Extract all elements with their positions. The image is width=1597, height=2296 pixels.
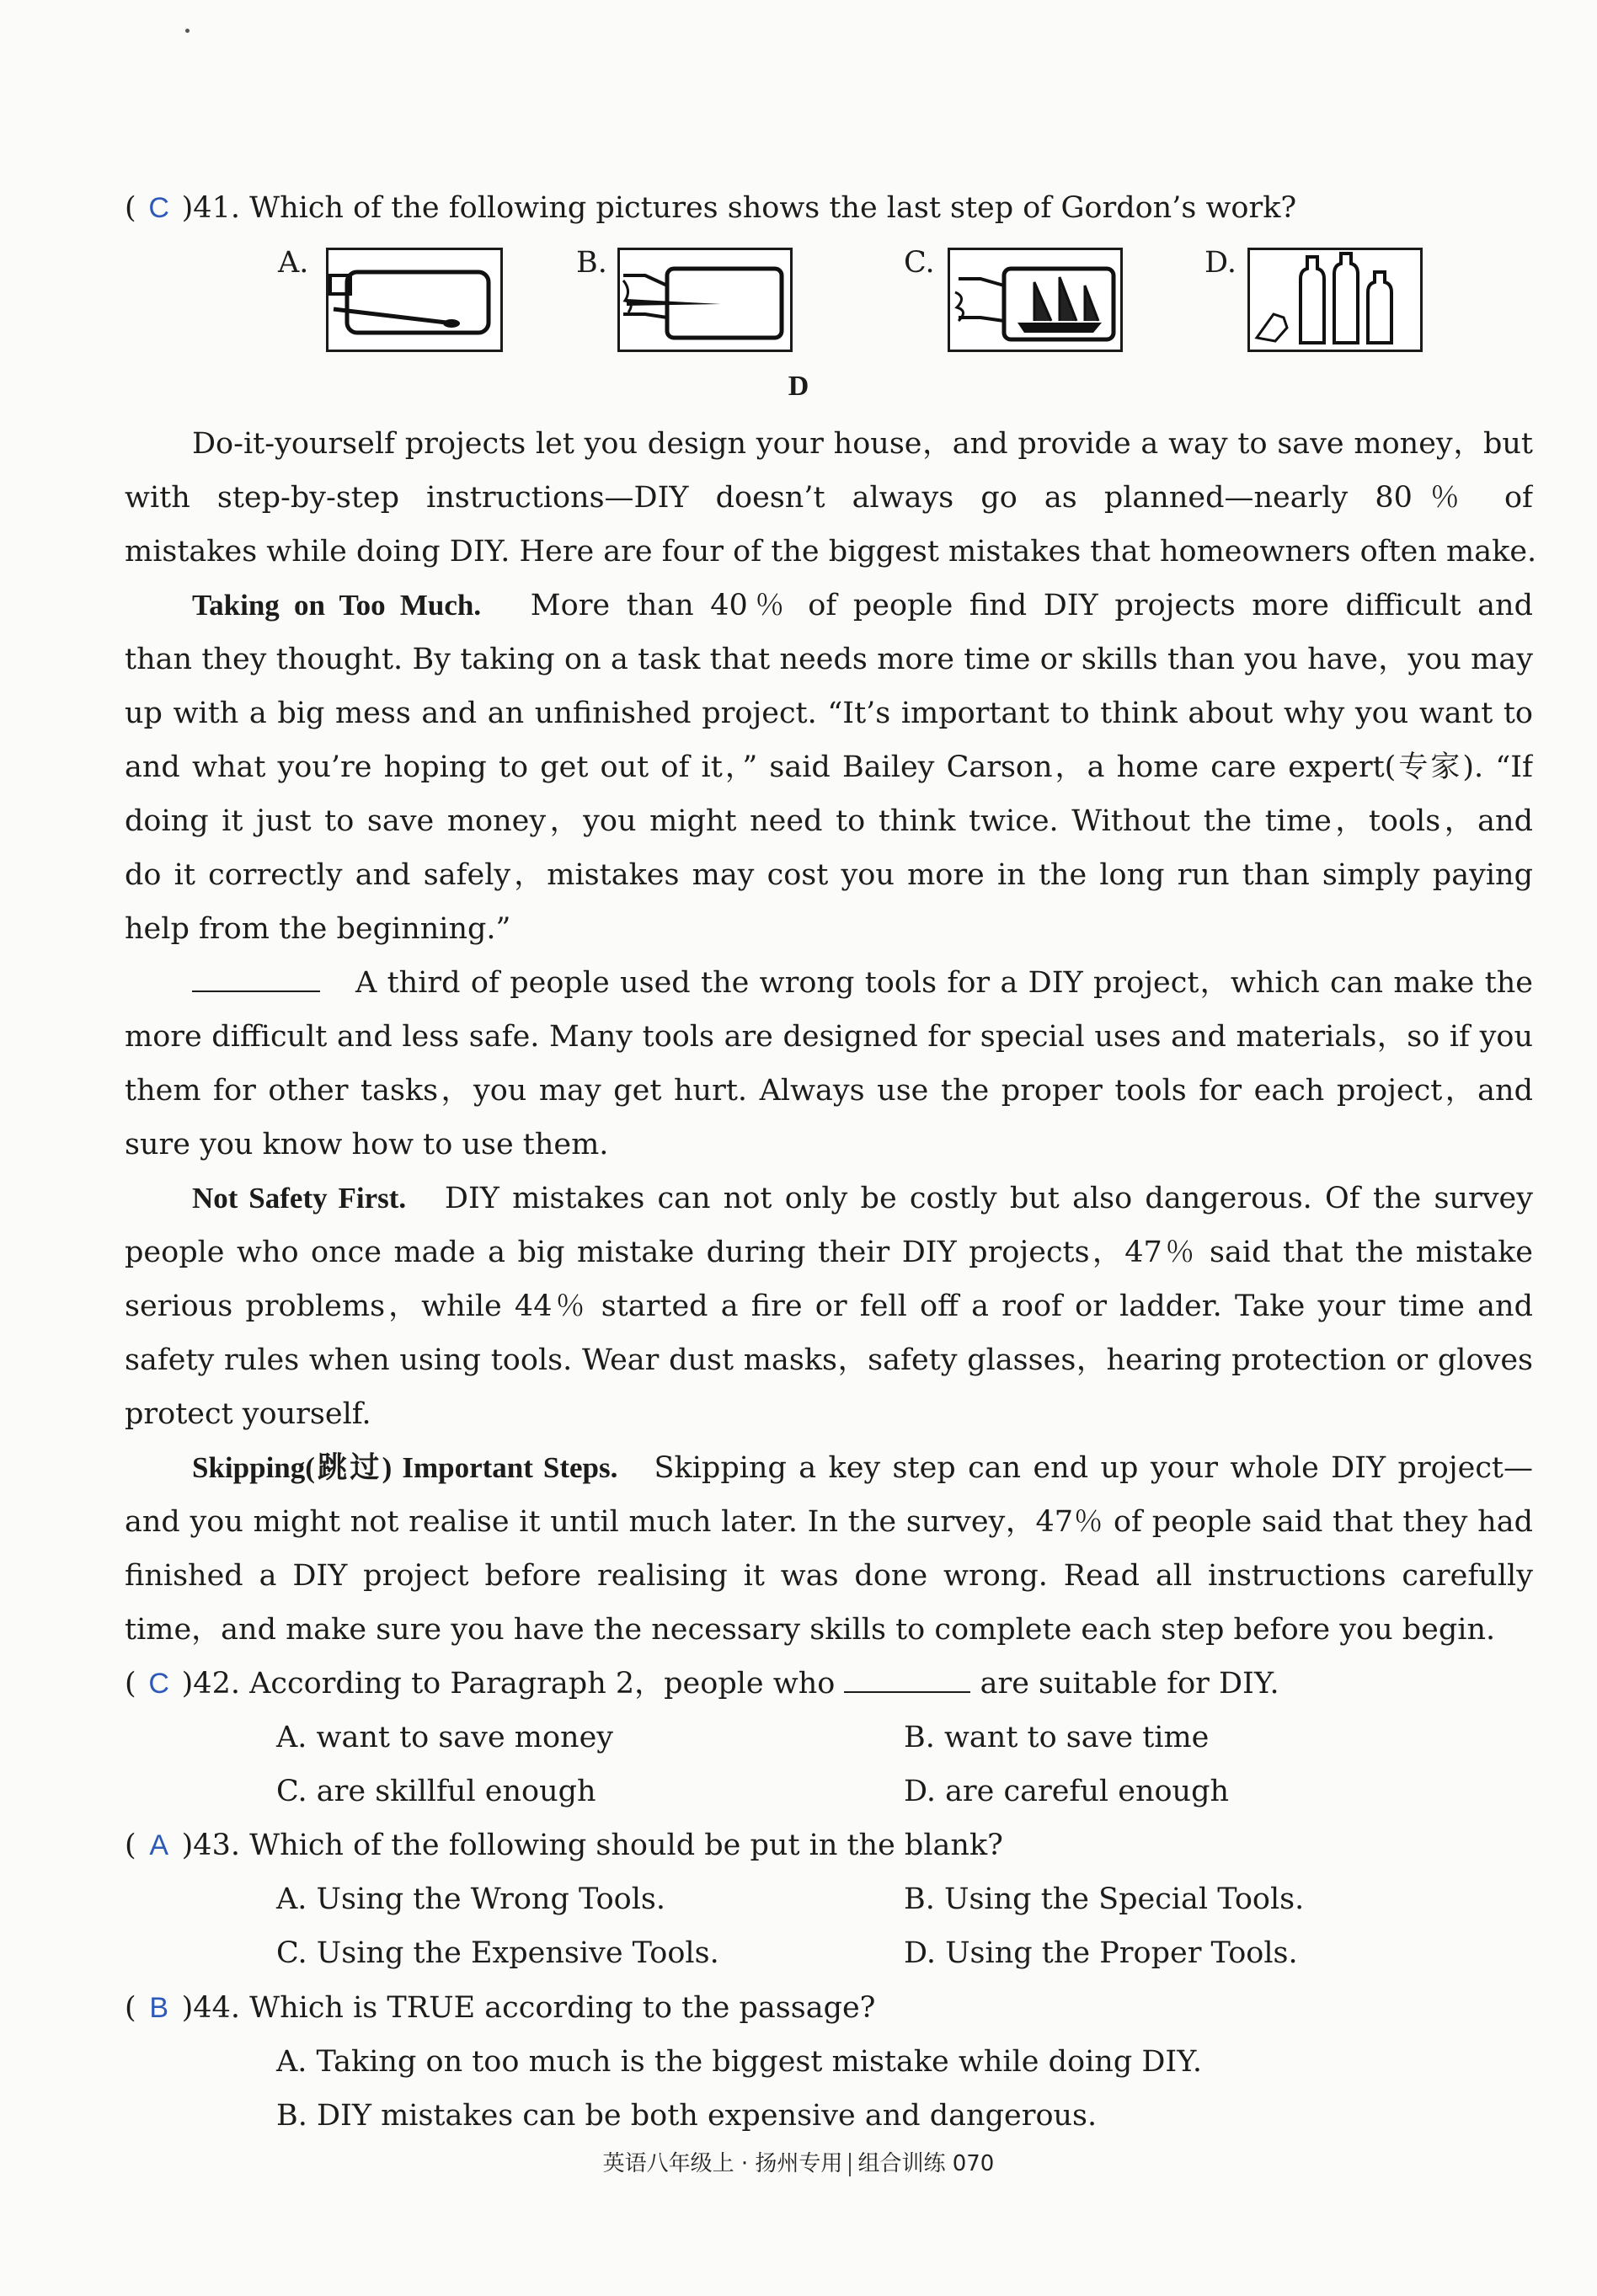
paragraph-1-line: Do-it-yourself projects let you design your house，and provide a way to save money，but bbox=[192, 427, 1533, 461]
paragraph-5-line: time，and make sure you have the necessary skills to complete each step before you begin. bbox=[125, 1613, 1496, 1647]
heading-blank bbox=[192, 965, 320, 992]
heading-skipping-important-steps: Skipping(跳过) Important Steps. bbox=[192, 1451, 618, 1484]
option-b: B. DIY mistakes can be both expensive and dangerous. bbox=[276, 2099, 1098, 2133]
speck bbox=[185, 29, 190, 33]
footer-page-number: 组合训练 070 bbox=[857, 2151, 995, 2176]
option-label-c: C. bbox=[904, 246, 935, 280]
paragraph-2-line: and what you’re hoping to get out of it，” said Bailey Carson，a home care expert(专家). “If bbox=[125, 750, 1533, 784]
question-number: )44. bbox=[181, 1991, 240, 2025]
footer-book-title: 英语八年级上 · 扬州专用 bbox=[602, 2151, 843, 2176]
paragraph-1-line: with step-by-step instructions—DIY doesn’t always go as planned—nearly 80％ of bbox=[125, 481, 1533, 515]
question-number: )41. bbox=[181, 191, 240, 225]
paragraph-3-first-line: A third of people used the wrong tools for a DIY project，which can make the bbox=[192, 956, 1533, 1010]
answer-43: A bbox=[149, 1829, 168, 1861]
paragraph-2-first-line: Taking on Too Much. More than 40％ of people find DIY projects more difficult and bbox=[192, 589, 1533, 622]
question-number: )42. bbox=[181, 1667, 240, 1701]
answer-blank bbox=[844, 1666, 970, 1693]
question-44: ( B )44. Which is TRUE according to the passage? bbox=[125, 1981, 875, 2035]
option-a: A. Taking on too much is the biggest mistake while doing DIY. bbox=[276, 2045, 1202, 2079]
paragraph-2-line: than they thought. By taking on a task that needs more time or skills than you have，you may bbox=[125, 643, 1533, 676]
option-c: C. are skillful enough bbox=[276, 1775, 596, 1808]
option-a: A. Using the Wrong Tools. bbox=[276, 1882, 666, 1916]
ship-in-bottle-icon bbox=[948, 248, 1123, 352]
option-b: B. want to save time bbox=[904, 1721, 1210, 1754]
three-bottles-icon bbox=[1247, 248, 1423, 352]
bottle-with-tool-icon bbox=[617, 248, 793, 352]
paragraph-5-line: and you might not realise it until much later. In the survey，47％ of people said that they had bbox=[125, 1505, 1533, 1539]
paragraph-5-line: finished a DIY project before realising it was done wrong. Read all instructions carefully bbox=[125, 1559, 1533, 1593]
paragraph-3-line: them for other tasks，you may get hurt. Always use the proper tools for each project，and bbox=[125, 1074, 1533, 1108]
option-d: D. Using the Proper Tools. bbox=[904, 1936, 1298, 1970]
paragraph-5-first-line: Skipping(跳过) Important Steps. Skipping a key step can end up your whole DIY project— bbox=[192, 1451, 1533, 1485]
paragraph-4-line: people who once made a big mistake during their DIY projects，47％ said that the mistake bbox=[125, 1236, 1533, 1269]
heading-taking-on-too-much: Taking on Too Much. bbox=[192, 589, 482, 622]
question-text: Which of the following pictures shows the last step of Gordon’s work? bbox=[249, 191, 1297, 225]
paragraph-4-line: safety rules when using tools. Wear dust masks，safety glasses，hearing protection or gloves bbox=[125, 1343, 1533, 1377]
option-c: C. Using the Expensive Tools. bbox=[276, 1936, 719, 1970]
heading-not-safety-first: Not Safety First. bbox=[192, 1182, 407, 1215]
passage-label: D bbox=[788, 371, 809, 402]
answer-44: B bbox=[149, 1992, 168, 2024]
question-number: )43. bbox=[181, 1829, 240, 1862]
paragraph-2-line: up with a big mess and an unfinished project. “It’s important to think about why you want to bbox=[125, 697, 1533, 730]
page-footer bbox=[0, 2146, 1597, 2177]
option-a: A. want to save money bbox=[276, 1721, 614, 1754]
paragraph-2-line: help from the beginning.” bbox=[125, 912, 511, 946]
bottle-with-brush-icon bbox=[326, 248, 503, 352]
option-label-a: A. bbox=[278, 246, 309, 280]
option-b: B. Using the Special Tools. bbox=[904, 1882, 1305, 1916]
option-label-d: D. bbox=[1204, 246, 1236, 280]
paragraph-1-line: mistakes while doing DIY. Here are four of the biggest mistakes that homeowners often make. bbox=[125, 535, 1537, 569]
option-d: D. are careful enough bbox=[904, 1775, 1230, 1808]
paragraph-4-line: protect yourself. bbox=[125, 1397, 371, 1431]
paragraph-4-line: serious problems，while 44％ started a fire or fell off a roof or ladder. Take your time and bbox=[125, 1289, 1533, 1323]
question-41: ( C )41. Which of the following pictures shows the last step of Gordon’s work? bbox=[125, 181, 1296, 235]
option-label-b: B. bbox=[576, 246, 607, 280]
paragraph-2-line: do it correctly and safely，mistakes may cost you more in the long run than simply paying bbox=[125, 858, 1533, 892]
paragraph-3-line: more difficult and less safe. Many tools are designed for special uses and materials，so if you bbox=[125, 1020, 1533, 1054]
footer-divider bbox=[849, 2153, 851, 2176]
answer-41: C bbox=[148, 192, 169, 224]
answer-42: C bbox=[148, 1668, 169, 1700]
question-43: ( A )43. Which of the following should be put in the blank? bbox=[125, 1818, 1003, 1872]
paragraph-4-first-line: Not Safety First. DIY mistakes can not only be costly but also dangerous. Of the survey bbox=[192, 1182, 1533, 1215]
paragraph-3-line: sure you know how to use them. bbox=[125, 1128, 609, 1161]
question-42: ( C )42. According to Paragraph 2，people who are suitable for DIY. bbox=[125, 1657, 1279, 1711]
paragraph-2-line: doing it just to save money，you might need to think twice. Without the time，tools，and bbox=[125, 804, 1533, 838]
